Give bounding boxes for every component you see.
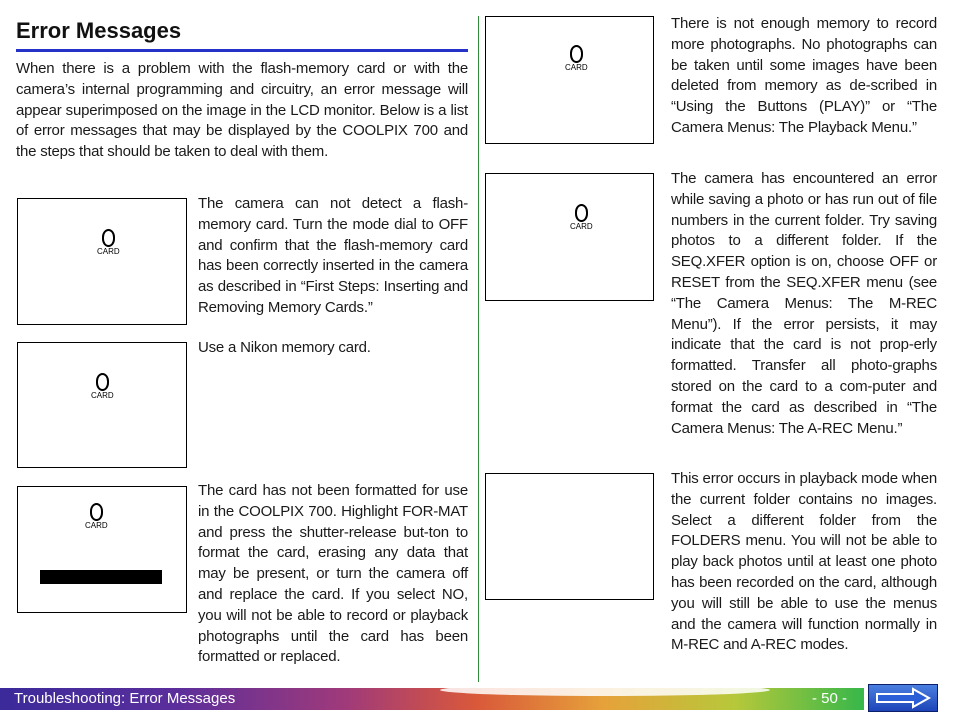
- card-icon: CARD: [565, 45, 587, 72]
- intro-paragraph: When there is a problem with the flash-memory card or with the camera’s internal programming and circuitry, an error message will appear superimposed on the image in the LCD monitor. Below is a list of error messages that may be displayed by the COOLPIX 700 and the steps that should be taken to deal with them.: [16, 60, 468, 161]
- next-page-button[interactable]: [868, 684, 938, 712]
- format-prompt-bar: [40, 570, 162, 584]
- lcd-screen-no-card: [17, 198, 187, 325]
- column-divider: [478, 16, 479, 682]
- footer-section-title: Troubleshooting: Error Messages: [14, 690, 236, 707]
- lcd-screen-save-error: [485, 173, 654, 301]
- card-icon: CARD: [570, 204, 592, 231]
- title-underline: [16, 49, 468, 52]
- right-arrow-icon: [869, 685, 937, 711]
- lcd-screen-not-nikon-card: [17, 342, 187, 468]
- card-icon: CARD: [85, 503, 107, 530]
- error-description: The card has not been formatted for use in the COOLPIX 700. Highlight FOR-MAT and press the shutter-release but-ton to format the card, erasing any data that may be present, or turn the camera off and replace the card. If you select NO, you will not be able to record or playback photographs until the card has been formatted or replaced.: [198, 482, 468, 666]
- card-icon: CARD: [97, 229, 119, 256]
- lcd-screen-unformatted-card: [17, 486, 187, 613]
- footer-swoosh: [440, 684, 770, 696]
- card-icon: CARD: [91, 373, 113, 400]
- error-description: This error occurs in playback mode when the current folder contains no images. Select a different folder from the FOLDERS menu. You will not be able to play back photos until at least one photo has been recorded on the card, although you will still be able to use the menus and the camera will function normally in M-REC and A-REC modes.: [671, 470, 937, 654]
- lcd-screen-no-images: [485, 473, 654, 600]
- error-description: There is not enough memory to record more photographs. No photographs can be taken until some images have been deleted from memory as de-scribed in “Using the Buttons (PLAY)” or “The Camera Menus: The Playback Menu.”: [671, 15, 937, 136]
- page-title: Error Messages: [16, 18, 182, 43]
- error-description: The camera can not detect a flash-memory card. Turn the mode dial to OFF and confirm that the flash-memory card has been correctly inserted in the camera as described in “First Steps: Inserting and Removing Memory Cards.”: [198, 195, 468, 316]
- error-description: The camera has encountered an error while saving a photo or has run out of file numbers in the current folder. Try saving photos to a different folder. If the SEQ.XFER option is on, choose OFF or RESET from the SEQ.XFER menu (see “The Camera Menus: The M-REC Menu”). If the error persists, it may indicate that the card is not prop-erly formatted. Transfer all photo-graphs stored on the card to a com-puter and format the card as described in “The Camera Menus: The A-REC Menu.”: [671, 170, 937, 437]
- lcd-screen-memory-full: [485, 16, 654, 144]
- page-number: - 50 -: [812, 690, 848, 707]
- error-description: Use a Nikon memory card.: [198, 339, 371, 356]
